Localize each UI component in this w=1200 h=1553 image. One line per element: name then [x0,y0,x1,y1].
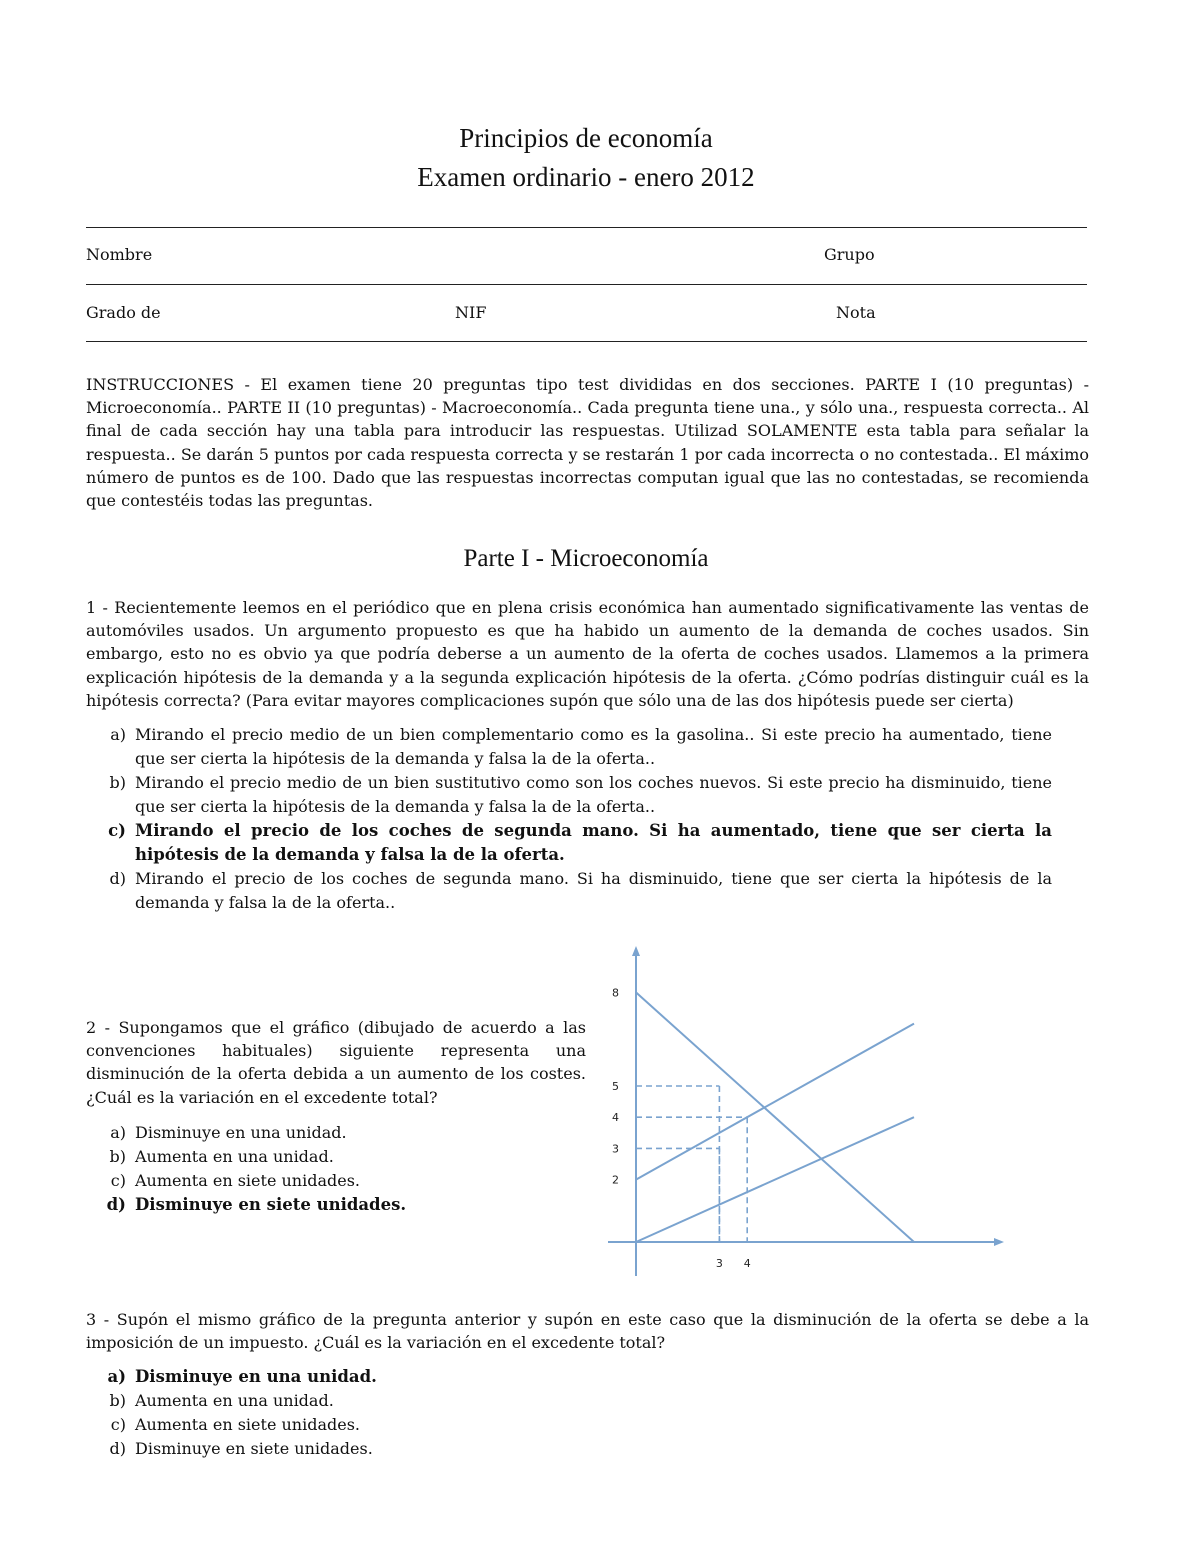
option-text: Disminuye en siete unidades. [135,1439,373,1458]
option-text: Mirando el precio medio de un bien sustitutivo como son los coches nuevos. Si este precio ha disminuido, tiene que ser cierta la hipótesis de la demanda y falsa la de la oferta.. [135,773,1052,816]
field-grado: Grado de [86,303,161,322]
option-text: Mirando el precio de los coches de segunda mano. Si ha aumentado, tiene que ser cierta la hipótesis de la demanda y falsa la de la oferta. [135,821,1052,864]
question-1-text: 1 - Recientemente leemos en el periódico que en plena crisis económica han aumentado significativamente las ventas de automóviles usados. Un argumento propuesto es que ha habido un aumento de la demanda de coches usados. Sin embargo, esto no es obvio ya que podría deberse a un aumento de la oferta de coches usados. Llamemos a la primera explicación hipótesis de la demanda y a la segunda explicación hipótesis de la oferta. ¿Cómo podrías distinguir cuál es la hipótesis correcta? (Para evitar mayores complicaciones supón que sólo una de las dos hipótesis puede ser cierta) [86,598,1089,710]
section-title-part1: Parte I - Microeconomía [463,545,709,572]
question-3-option-c[interactable] [86,1413,1052,1437]
x-tick-label-3: 3 [715,1257,723,1270]
divider-bottom [86,341,1087,342]
question-2-text: 2 - Supongamos que el gráfico (dibujado de acuerdo a las convenciones habituales) siguiente representa una disminución de la oferta debida a un aumento de los costes. ¿Cuál es la variación en el excedente total? [86,1018,586,1107]
question-3-text: 3 - Supón el mismo gráfico de la pregunta anterior y supón en este caso que la disminución de la oferta se debe a la imposición de un impuesto. ¿Cuál es la variación en el excedente total? [86,1310,1089,1353]
option-marker: d) [109,869,126,888]
exam-subtitle: Examen ordinario - enero 2012 [417,162,755,192]
option-marker: b) [109,773,126,792]
option-marker: b) [109,1147,126,1166]
question-1-option-c[interactable] [86,819,1052,867]
option-marker: c) [110,1171,126,1190]
question-3-option-b[interactable] [86,1389,1052,1413]
option-text: Disminuye en siete unidades. [135,1195,407,1214]
option-text: Mirando el precio medio de un bien complementario como es la gasolina.. Si este precio ha aumentado, tiene que ser cierta la hipótesis de la demanda y falsa la de la oferta.. [135,725,1052,768]
option-text: Aumenta en una unidad. [135,1147,334,1166]
option-marker: d) [106,1195,126,1214]
y-axis-arrow [632,946,640,956]
option-marker: d) [109,1439,126,1458]
exam-title: Principios de economía [459,123,713,153]
question-2-option-c[interactable] [86,1169,586,1193]
option-text: Aumenta en una unidad. [135,1391,334,1410]
option-marker: a) [110,725,126,744]
y-tick-label-4: 4 [612,1111,619,1125]
question-3-option-d[interactable] [86,1437,1052,1461]
option-text: Aumenta en siete unidades. [135,1415,361,1434]
x-tick-label-4: 4 [743,1257,751,1270]
x-axis-arrow [994,1238,1004,1246]
series-line-2 [636,1024,914,1180]
question-2-option-b[interactable] [86,1145,586,1169]
divider-middle [86,284,1087,285]
field-nombre: Nombre [86,245,153,264]
y-tick-label-3: 3 [612,1142,619,1156]
option-marker: a) [107,1367,126,1386]
field-nif: NIF [455,303,487,322]
field-nota: Nota [836,303,876,322]
question-1-option-a[interactable] [86,723,1052,771]
question-1-option-b[interactable] [86,771,1052,819]
option-marker: b) [109,1391,126,1410]
question-2-options [86,1121,586,1217]
question-2-option-a[interactable] [86,1121,586,1145]
field-grupo: Grupo [824,245,875,264]
question-1-options [86,723,1052,915]
y-tick-label-2: 2 [612,1173,619,1187]
option-marker: c) [110,1415,126,1434]
series-line-3 [636,1117,914,1242]
instructions: INSTRUCCIONES - El examen tiene 20 preguntas tipo test divididas en dos secciones. PARTE I (10 preguntas) - Microeconomía.. PARTE II (10 preguntas) - Macroeconomía.. Cada pregunta tiene una., y sólo una., respuesta correcta.. Al final de cada sección hay una tabla para introducir las respuestas. Utilizad SOLAMENTE esta tabla para señalar la respuesta.. Se darán 5 puntos por cada respuesta correcta y se restarán 1 por cada incorrecta o no contestada.. El máximo número de puntos es de 100. Dado que las respuestas incorrectas computan igual que las no contestadas, se recomienda que contestéis todas las preguntas. [86,375,1089,511]
option-text: Mirando el precio de los coches de segunda mano. Si ha disminuido, tiene que ser cierta la hipótesis de la demanda y falsa la de la oferta.. [135,869,1052,912]
option-text: Disminuye en una unidad. [135,1123,347,1142]
divider-top [86,227,1087,228]
option-marker: a) [110,1123,126,1142]
question-2-option-d[interactable] [86,1193,586,1217]
y-tick-label-5: 5 [612,1080,619,1093]
option-text: Aumenta en siete unidades. [135,1171,361,1190]
y-tick-label-8: 8 [612,986,619,1000]
question-3-option-a[interactable] [86,1365,1052,1389]
supply-demand-chart [600,940,1010,1280]
option-marker: c) [108,821,126,840]
question-3-options [86,1365,1052,1461]
question-1-option-d[interactable] [86,867,1052,915]
option-text: Disminuye en una unidad. [135,1367,377,1386]
